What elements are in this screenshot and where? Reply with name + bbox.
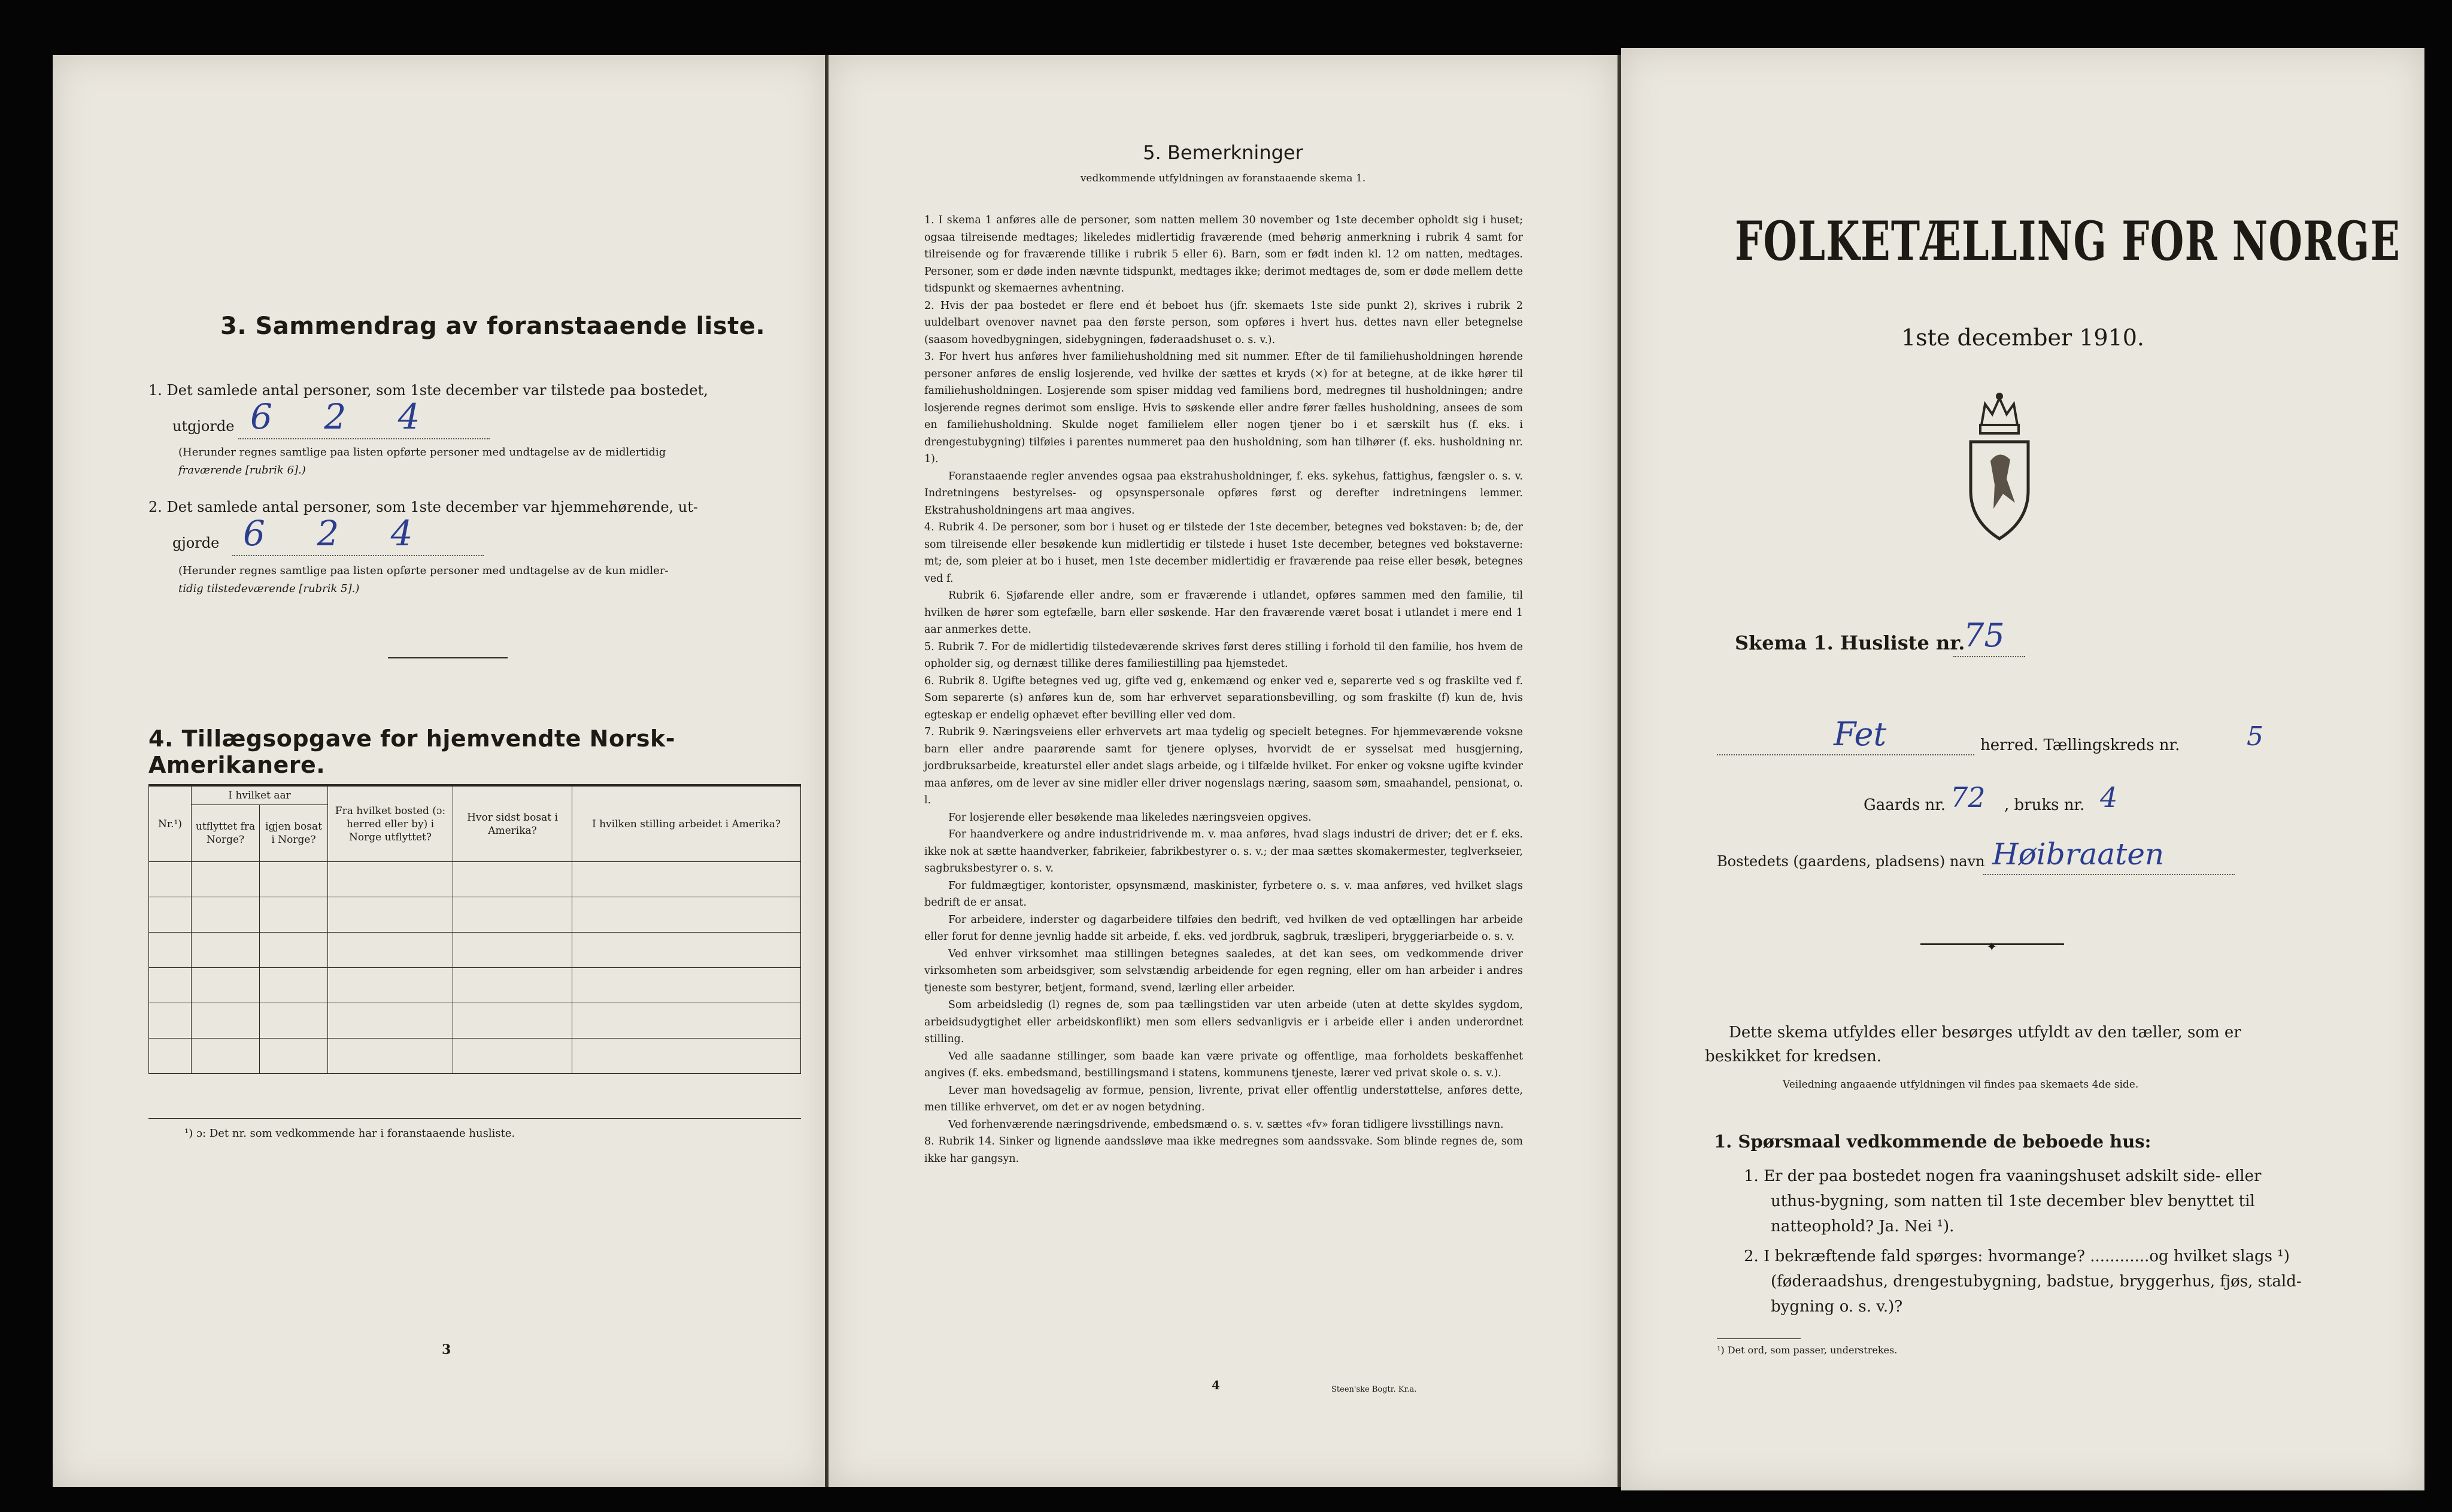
section-3-title: 3. Sammendrag av foranstaaende liste.	[220, 312, 766, 340]
table-row	[149, 968, 801, 1003]
remark-7i: Lever man hovedsagelig av formue, pension, livrente, privat eller offentlig understøttelse, anføres dette, men tillike erhvervet, om det er av nogen betydning.	[924, 1084, 1523, 1113]
remark-7g: Som arbeidsledig (l) regnes de, som paa tællingstiden var uten arbeide (uten at dette skyldes sygdom, arbeidsudygtighet eller arbeidskonflikt) men som ellers sedvanligvis er i arbeide eller i anden underordnet stilling.	[924, 999, 1523, 1045]
summary-item-2-note: (Herunder regnes samtlige paa listen opførte personer med undtagelse av de kun midler-	[178, 564, 669, 577]
section-4-title: 4. Tillægsopgave for hjemvendte Norsk-Amerikanere.	[148, 725, 675, 778]
table-row	[149, 1003, 801, 1039]
summary-item-1-label: utgjorde	[172, 418, 235, 435]
remark-4b: Rubrik 6. Sjøfarende eller andre, som er fraværende i utlandet, opføres sammen med den familie, til hvilken de hører som egtefælle, barn eller søskende. Har den fraværende været bosat i utlandet i mere end 1 aar anmerkes dette.	[924, 590, 1523, 636]
col-nr: Nr.¹)	[149, 785, 192, 862]
remarks-title: 5. Bemerkninger	[1143, 141, 1303, 164]
remark-1: 1. I skema 1 anføres alle de personer, som natten mellem 30 november og 1ste december opholdt sig i huset; ogsaa tilreisende medtages; likeledes midlertidig fraværende (med behørig anmerkning i rubrik 4 samt for tilreisende og for fraværende tillike i rubrik 5 eller 6). Barn, som er født inden kl. 12 om natten, medtages. Personer, som er døde inden nævnte tidspunkt, medtages ikke; derimot medtages de, som er døde mellem dette tidspunkt og skemaernes avhentning.	[924, 214, 1523, 294]
kreds-number: 5	[2247, 721, 2263, 752]
remark-7d: For fuldmægtiger, kontorister, opsynsmænd, maskinister, fyrbetere o. s. v. maa anføres, ved hvilket slags bedrift de er ansat.	[924, 879, 1523, 909]
remark-3b: Foranstaaende regler anvendes ogsaa paa ekstrahusholdninger, f. eks. sykehus, fattighus, fængsler o. s. v. Indretningens bestyrelses- og opsynspersonale opføres først og derefter indretningens lemmer. Ekstrahusholdningens art maa angives.	[924, 470, 1523, 517]
remark-7: 7. Rubrik 9. Næringsveiens eller erhvervets art maa tydelig og specielt betegnes. For hjemmeværende voksne barn eller andre paarørende samt for tjenere oplyses, hvorvidt de er sysselsat med husgjerning, jordbruksarbeide, kreaturstel eller andet slags arbeide, og i tilfælde hvilket. For enker og voksne ugifte kvinder maa anføres, om de lever av sine midler eller driver nogenslags næring, saasom søm, smaahandel, pensionat, o. l.	[924, 726, 1523, 806]
remarks-subtitle: vedkommende utfyldningen av foranstaaende skema 1.	[1080, 172, 1366, 184]
coat-of-arms-icon	[1964, 389, 2035, 545]
summary-item-2-note-2: tidig tilstedeværende [rubrik 5].)	[178, 582, 360, 595]
norsk-amerikanere-table	[148, 784, 801, 1074]
col-occupation: I hvilken stilling arbeidet i Amerika?	[572, 785, 801, 862]
remark-4: 4. Rubrik 4. De personer, som bor i huset og er tilstede der 1ste december, betegnes ved bokstaven: b; de, der som tilreisende eller besøkende kun midlertidig er tilstede i huset 1ste december, betegnes ved bokstaverne: mt; de, som pleier at bo i huset, men 1ste december midlertidig er fraværende paa reise eller besøk, betegnes ved f.	[924, 521, 1523, 585]
table-row	[149, 862, 801, 897]
bruks-label: , bruks nr.	[2004, 796, 2085, 814]
remark-7c: For haandverkere og andre industridrivende m. v. maa anføres, hvad slags industri de driver; det er f. eks. ikke nok at sætte haandverker, fabrikeier, fabrikbestyrer o. s. v.; der maa sættes skomakermester, teglverkseier, sagbruksbestyrer o. s. v.	[924, 828, 1523, 875]
remark-6: 6. Rubrik 8. Ugifte betegnes ved ug, gifte ved g, enkemænd og enker ved e, separerte ved s og fraskilte ved f. Som separerte (s) anføres kun de, som har erhvervet separationsbevilling, og som fraskilte (f) kun de, hvis egteskap er endelig ophævet efter bevilling eller ved dom.	[924, 675, 1523, 721]
remark-5: 5. Rubrik 7. For de midlertidig tilstedeværende skrives først deres stilling i forhold til den familie, hos hvem de opholder sig, og dernæst tillike deres familiestilling paa hjemstedet.	[924, 640, 1523, 670]
remarks-body	[924, 212, 1523, 1167]
table-footnote: ¹) ɔ: Det nr. som vedkommende har i foranstaaende husliste.	[184, 1127, 515, 1140]
bosted-label: Bostedets (gaardens, pladsens) navn	[1717, 853, 1985, 870]
col-from-place: Fra hvilket bosted (ɔ: herred eller by) i Norge utflyttet?	[328, 785, 453, 862]
middle-page	[829, 55, 1618, 1487]
col-year-group: I hvilket aar	[192, 785, 328, 805]
remark-7j: Ved forhenværende næringsdrivende, embedsmænd o. s. v. sættes «fv» foran tidligere livsstillings navn.	[948, 1118, 1504, 1131]
gaards-label: Gaards nr.	[1864, 796, 1946, 814]
table-row	[149, 1039, 801, 1074]
summary-item-1: 1. Det samlede antal personer, som 1ste december var tilstede paa bostedet,	[148, 382, 708, 399]
summary-item-1-note: (Herunder regnes samtlige paa listen opførte personer med undtagelse av de midlertidig	[178, 446, 666, 459]
herred-label: herred. Tællingskreds nr.	[1980, 736, 2180, 754]
remark-2: 2. Hvis der paa bostedet er flere end ét beboet hus (jfr. skemaets 1ste side punkt 2), skrives i rubrik 2 uuldelbart ovenover navnet paa den første person, som opføres i hvert hus. dettes navn eller betegnelse (saasom hovedbygningen, sidebygningen, føderaadshuset o. s. v.).	[924, 299, 1523, 346]
intro-text: Dette skema utfyldes eller besørges utfyldt av den tæller, som er	[1729, 1024, 2241, 1042]
remark-7h: Ved alle saadanne stillinger, som baade kan være private og offentlige, maa forholdets beskaffenhet angives (f. eks. embedsmand, bestillingsmand i statens, kommunens tjeneste, lærer ved privat skole o. s. v.).	[924, 1050, 1523, 1079]
remark-3: 3. For hvert hus anføres hver familiehusholdning med sit nummer. Efter de til familiehusholdningen hørende personer anføres de enslig losjerende, ved hvilke der sættes et kryds (×) for at betegne, at de ikke hører til familiehusholdningen. Losjerende som spiser middag ved familiens bord, medregnes til husholdningen; andre losjerende regnes derimot som enslige. Hvis to søskende eller andre fører fælles husholdning, ansees de som en familiehusholdning. Skulde noget familielem eller nogen tjener bo i et særskilt hus (f. eks. i drengestubygning) tilføies i parentes nummeret paa den husholdning, som han tilhører (f. eks. husholdning nr. 1).	[924, 351, 1523, 465]
main-title: FOLKETÆLLING FOR NORGE	[1735, 210, 2401, 273]
remark-7e: For arbeidere, inderster og dagarbeidere tilføies den bedrift, ved hvilken de ved optællingen har arbeide eller forut for denne jevnlig hadde sit arbeide, f. eks. ved jordbruk, sagbruk, træsliperi, bryggeriarbeide o. s. v.	[924, 913, 1523, 943]
bruks-number: 4	[2100, 781, 2118, 813]
remark-8: 8. Rubrik 14. Sinker og lignende aandssløve maa ikke medregnes som aandssvake. Som blinde regnes de, som ikke har gangsyn.	[924, 1135, 1523, 1165]
present-count-value: 6 2 4	[250, 396, 441, 437]
bosted-name: Høibraaten	[1992, 837, 2165, 872]
question-1: 1. Er der paa bostedet nogen fra vaaningshuset adskilt side- eller	[1744, 1167, 2262, 1185]
remark-7b: For losjerende eller besøkende maa likeledes næringsveien opgives.	[948, 811, 1312, 824]
right-footnote: ¹) Det ord, som passer, understrekes.	[1717, 1344, 1898, 1356]
husliste-number: 75	[1964, 617, 2005, 654]
left-page	[53, 55, 825, 1487]
printer-imprint: Steen'ske Bogtr. Kr.a.	[1331, 1385, 1417, 1394]
page-number: 3	[442, 1342, 451, 1358]
herred-value: Fet	[1834, 715, 1887, 753]
question-2-line-3: bygning o. s. v.)?	[1771, 1298, 1903, 1316]
table-row	[149, 933, 801, 968]
col-emigrated: utflyttet fra Norge?	[192, 805, 260, 862]
col-last-america: Hvor sidst bosat i Amerika?	[453, 785, 572, 862]
remark-7f: Ved enhver virksomhet maa stillingen betegnes saaledes, at det kan sees, om vedkommende driver virksomheten som arbeidsgiver, som selvstændig arbeidende for egen regning, eller om han arbeider i andres tjeneste som bestyrer, betjent, formand, svend, lærling eller arbeider.	[924, 948, 1523, 994]
question-1-line-2: uthus-bygning, som natten til 1ste december blev benyttet til	[1771, 1192, 2255, 1210]
question-section-title: 1. Spørsmaal vedkommende de beboede hus:	[1714, 1131, 2151, 1152]
intro-text-2: beskikket for kredsen.	[1705, 1048, 1882, 1065]
summary-item-2-label: gjorde	[172, 535, 220, 551]
summary-item-2: 2. Det samlede antal personer, som 1ste december var hjemmehørende, ut-	[148, 499, 698, 515]
question-1-line-3: natteophold? Ja. Nei ¹).	[1771, 1218, 1955, 1235]
table-row	[149, 897, 801, 933]
gaards-number: 72	[1950, 781, 1986, 813]
skema-label: Skema 1. Husliste nr.	[1735, 631, 1965, 654]
question-2-line-2: (føderaadshus, drengestubygning, badstue, bryggerhus, fjøs, stald-	[1771, 1273, 2302, 1291]
page-number: 4	[1212, 1378, 1220, 1392]
ornament-icon: ✦	[1986, 940, 1998, 955]
resident-count-value: 6 2 4	[243, 513, 433, 554]
veiledning-note: Veiledning angaaende utfyldningen vil findes paa skemaets 4de side.	[1783, 1079, 2139, 1091]
col-returned: igjen bosat i Norge?	[260, 805, 328, 862]
summary-item-1-note-2: fraværende [rubrik 6].)	[178, 464, 306, 476]
question-2: 2. I bekræftende fald spørges: hvormange? ............og hvilket slags ¹)	[1744, 1247, 2290, 1265]
right-page	[1621, 48, 2424, 1490]
census-date: 1ste december 1910.	[1901, 324, 2144, 351]
